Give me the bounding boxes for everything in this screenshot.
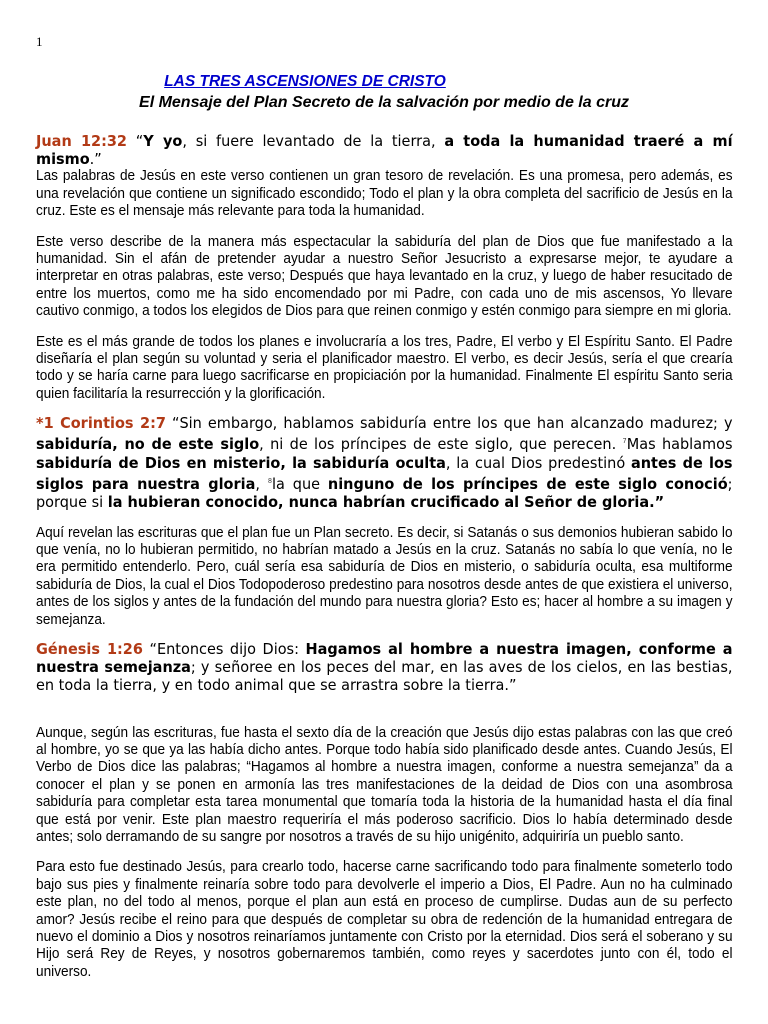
verse-reference: *1 Corintios 2:7 <box>36 414 166 433</box>
verse-genesis <box>36 640 733 695</box>
verse-text: ; y señoree en los peces del mar, en las aves de los cielos, en las bestias, en toda la tierra, y en todo animal que se arrastra sobre la tierra.” <box>36 658 733 695</box>
document-title: LAS TRES ASCENSIONES DE CRISTO <box>164 73 446 90</box>
paragraph-2: Este verso describe de la manera más espectacular la sabiduría del plan de Dios que fue manifestado a la humanidad. Sin el afán de pretender ayudar a nuestro Señor Jesucristo a expresarse mejor, te ayudare a interpretar en otras palabras, este verso; Después que haya levantado en la cruz, y luego de haber resucitado de entre los muertos, como me ha sido encomendado por mi Padre, con cada uno de mis ascensos, Yo llevare cautivo conmigo, a todos los elegidos de Dios para que reinen conmigo y estén conmigo para siempre en mi gloria. <box>36 233 733 320</box>
page-number: 1 <box>36 34 43 49</box>
verse-emphasis: la hubieran conocido, nunca habrían crucificado al Señor de gloria.” <box>107 493 665 512</box>
verse-text: , si fuere levantado de la tierra, <box>182 132 445 150</box>
verse-text: “Sin embargo, hablamos sabiduría entre los que han alcanzado madurez; y <box>165 414 733 433</box>
verse-text: .” <box>89 150 102 169</box>
verse-emphasis: sabiduría, no de este siglo <box>36 435 260 454</box>
paragraph-1: Las palabras de Jesús en este verso contienen un gran tesoro de revelación. Es una promesa, pero además, es una revelación que contiene un significado escondido; Todo el plan y la obra completa del sacrificio de Jesús en la cruz. Este es el mensaje más relevante para toda la humanidad. <box>36 168 733 220</box>
verse-text: ; porque si <box>36 475 733 512</box>
verse-juan <box>36 132 733 168</box>
verse-text: , ni de los príncipes de este siglo, que perecen. <box>259 435 623 454</box>
verse-text: “Entonces dijo Dios: <box>142 639 306 658</box>
verse-text: “ <box>127 132 144 150</box>
paragraph-5: Aunque, según las escrituras, fue hasta el sexto día de la creación que Jesús dijo estas palabras con las que creó al hombre, yo se que ya las había dicho antes. Porque todo había sido planificado desde antes. Cuando Jesús, El Verbo de Dios dice las palabras; “Hagamos al hombre a nuestra imagen, conforme a nuestra semejanza” da a conocer el plan y se ponen en armonía las tres manifestaciones de la deidad de Dios con una asombrosa sabiduría para completar esta tarea monumental que tomaría toda la historia de la humanidad hasta el día final que está por venir. Este plan maestro requeriría el más poderoso sacrificio. Dios lo había determinado desde antes; solo derramando de su sangre por nosotros a través de su hijo unigénito, adquiriría un pueblo santo. <box>36 724 733 846</box>
verse-corintios <box>36 414 733 511</box>
paragraph-4: Aquí revelan las escrituras que el plan fue un Plan secreto. Es decir, si Satanás o sus demonios hubieran sabido lo que venía, no lo hubieran permitido, no habrían matado a Jesús en la cruz. Satanás no sabía lo que venía, no le era permitido entenderlo. Pero, cuál sería esa sabiduría de Dios en misterio, o sabiduría oculta, esa multiforme sabiduría de Dios, la cual el Dios Todopoderoso predestino para nosotros desde antes de que existiera el universo, antes de los siglos y antes de la fundación del mundo para nuestra gloria? Esto es; hacer al hombre a su imagen y semejanza. <box>36 524 733 628</box>
verse-text: , <box>255 475 268 494</box>
verse-emphasis: Hagamos al hombre a nuestra imagen, conforme a nuestra semejanza <box>36 639 733 677</box>
verse-text: la que <box>272 475 328 494</box>
verse-emphasis: ninguno de los príncipes de este siglo conoció <box>327 475 728 494</box>
verse-emphasis: a toda la humanidad traeré a mí mismo <box>36 132 733 169</box>
verse-emphasis: sabiduría de Dios en misterio, la sabiduría oculta <box>36 453 446 472</box>
verse-number: 7 <box>622 437 627 446</box>
document-content <box>36 132 733 981</box>
verse-emphasis: Y yo <box>143 132 183 150</box>
paragraph-3: Este es el más grande de todos los planes e involucraría a los tres, Padre, El verbo y El Espíritu Santo. El Padre diseñaría el plan según su voluntad y seria el planificador maestro. El verbo, es decir Jesús, sería el que crearía todo y se haría carne para luego sacrificarse en propiciación por la humanidad. Finalmente El espíritu Santo seria quien facilitaría la resurrección y la glorificación. <box>36 333 733 402</box>
verse-emphasis: antes de los siglos para nuestra gloria <box>36 453 733 494</box>
verse-reference: Juan 12:32 <box>36 132 128 150</box>
verse-reference: Génesis 1:26 <box>36 639 143 658</box>
verse-number: 8 <box>267 477 273 486</box>
paragraph-6: Para esto fue destinado Jesús, para crearlo todo, hacerse carne sacrificando todo para finalmente someterlo todo bajo sus pies y finalmente reinaría sobre todo para devolverle el imperio a Dios, El Padre. Aun no ha culminado este plan, no del todo al menos, porque el plan aun está en proceso de cumplirse. Dudas aun de su perfecto amor? Jesús recibe el reino para que después de completar su obra de redención de la humanidad entregara de nuevo el dominio a Dios y nosotros reinaríamos juntamente con Cristo por la eternidad. Dios será el soberano y su Hijo será Rey de Reyes, y nosotros gobernaremos también, como reyes y sacerdotes junto con él, todo el universo. <box>36 859 733 980</box>
verse-text: , la cual Dios predestinó <box>445 453 631 472</box>
verse-text: Mas hablamos <box>626 435 733 454</box>
document-subtitle: El Mensaje del Plan Secreto de la salvación por medio de la cruz <box>139 94 629 111</box>
